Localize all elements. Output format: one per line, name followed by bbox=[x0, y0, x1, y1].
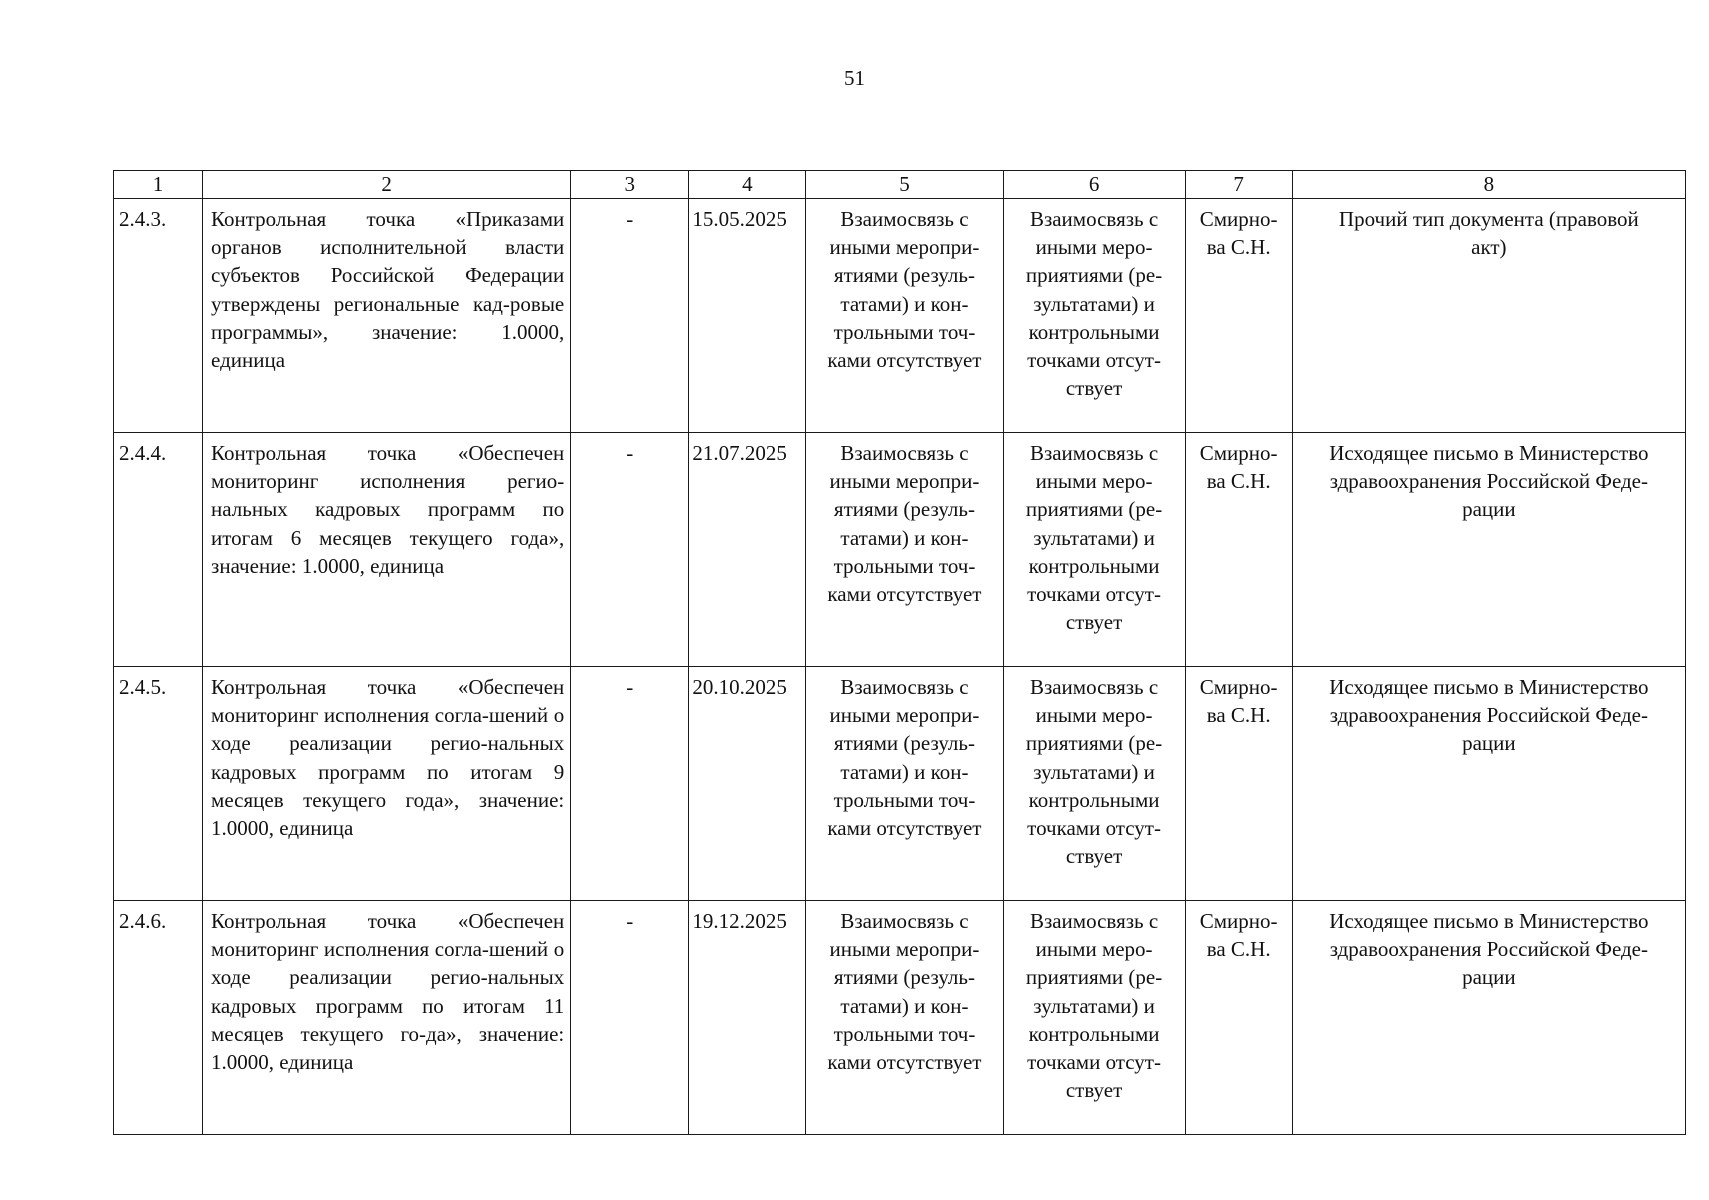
control-point-name-cell: Контрольная точка «Обеспечен мониторинг исполнения согла-шений о ходе реализации регио-нальных кадровых программ по итогам 11 месяцев текущего го-да», значение: 1.0000, единица bbox=[203, 901, 571, 1135]
date-cell: 20.10.2025 bbox=[689, 667, 806, 901]
row-number-cell: 2.4.3. bbox=[114, 199, 203, 433]
responsible-text: Смирно- ва С.Н. bbox=[1199, 675, 1278, 728]
responsible-cell bbox=[1185, 667, 1292, 901]
document-type-text: Исходящее письмо в Министерство здравоохранения Российской Феде- рации bbox=[1329, 909, 1649, 990]
responsible-cell bbox=[1185, 901, 1292, 1135]
relationship-text: Взаимосвязь с иными меропри- ятиями (резуль- татами) и кон- трольными точ- ками отсутствует bbox=[827, 441, 982, 607]
row-number-cell: 2.4.4. bbox=[114, 433, 203, 667]
date-cell: 19.12.2025 bbox=[689, 901, 806, 1135]
relationship-text: Взаимосвязь с иными меропри- ятиями (резуль- татами) и кон- трольными точ- ками отсутствует bbox=[827, 909, 982, 1075]
relationship-cell bbox=[1003, 667, 1185, 901]
column-header: 2 bbox=[203, 171, 571, 199]
relationship-text: Взаимосвязь с иными меро- приятиями (ре- зультатами) и контрольными точками отсут- ствует bbox=[1025, 909, 1163, 1103]
document-type-text: Прочий тип документа (правовой акт) bbox=[1338, 207, 1639, 260]
control-points-table bbox=[113, 170, 1686, 1135]
responsible-text: Смирно- ва С.Н. bbox=[1199, 207, 1278, 260]
document-type-text: Исходящее письмо в Министерство здравоохранения Российской Феде- рации bbox=[1329, 675, 1649, 756]
relationship-cell bbox=[1003, 901, 1185, 1135]
table-row bbox=[114, 667, 1686, 901]
responsible-cell bbox=[1185, 199, 1292, 433]
column-header: 8 bbox=[1292, 171, 1685, 199]
document-type-cell bbox=[1292, 667, 1685, 901]
page-number: 51 bbox=[844, 66, 865, 90]
relationship-cell bbox=[806, 433, 1003, 667]
column-header: 5 bbox=[806, 171, 1003, 199]
document-type-text: Исходящее письмо в Министерство здравоохранения Российской Феде- рации bbox=[1329, 441, 1649, 522]
column-3-cell: - bbox=[571, 433, 689, 667]
table-row bbox=[114, 199, 1686, 433]
column-header: 3 bbox=[571, 171, 689, 199]
column-header: 7 bbox=[1185, 171, 1292, 199]
relationship-cell bbox=[806, 901, 1003, 1135]
document-type-cell bbox=[1292, 901, 1685, 1135]
responsible-cell bbox=[1185, 433, 1292, 667]
relationship-text: Взаимосвязь с иными меро- приятиями (ре- зультатами) и контрольными точками отсут- ствует bbox=[1025, 207, 1163, 401]
responsible-text: Смирно- ва С.Н. bbox=[1199, 441, 1278, 494]
table-row bbox=[114, 901, 1686, 1135]
relationship-cell bbox=[806, 667, 1003, 901]
row-number-cell: 2.4.6. bbox=[114, 901, 203, 1135]
table-header-row bbox=[114, 171, 1686, 199]
date-cell: 21.07.2025 bbox=[689, 433, 806, 667]
column-3-cell: - bbox=[571, 901, 689, 1135]
column-header: 1 bbox=[114, 171, 203, 199]
control-point-name-cell: Контрольная точка «Обеспечен мониторинг исполнения регио-нальных кадровых программ по итогам 6 месяцев текущего года», значение: 1.0000, единица bbox=[203, 433, 571, 667]
column-3-cell: - bbox=[571, 199, 689, 433]
date-cell: 15.05.2025 bbox=[689, 199, 806, 433]
relationship-cell bbox=[1003, 199, 1185, 433]
document-type-cell bbox=[1292, 433, 1685, 667]
relationship-text: Взаимосвязь с иными меропри- ятиями (резуль- татами) и кон- трольными точ- ками отсутствует bbox=[827, 207, 982, 373]
relationship-cell bbox=[1003, 433, 1185, 667]
document-type-cell bbox=[1292, 199, 1685, 433]
responsible-text: Смирно- ва С.Н. bbox=[1199, 909, 1278, 962]
table-row bbox=[114, 433, 1686, 667]
row-number-cell: 2.4.5. bbox=[114, 667, 203, 901]
column-header: 4 bbox=[689, 171, 806, 199]
column-3-cell: - bbox=[571, 667, 689, 901]
control-point-name-cell: Контрольная точка «Приказами органов исполнительной власти субъектов Российской Федерации утверждены региональные кад-ровые программы», значение: 1.0000, единица bbox=[203, 199, 571, 433]
relationship-text: Взаимосвязь с иными меропри- ятиями (резуль- татами) и кон- трольными точ- ками отсутствует bbox=[827, 675, 982, 841]
control-point-name-cell: Контрольная точка «Обеспечен мониторинг исполнения согла-шений о ходе реализации регио-нальных кадровых программ по итогам 9 месяцев текущего года», значение: 1.0000, единица bbox=[203, 667, 571, 901]
relationship-text: Взаимосвязь с иными меро- приятиями (ре- зультатами) и контрольными точками отсут- ствует bbox=[1025, 441, 1163, 635]
relationship-text: Взаимосвязь с иными меро- приятиями (ре- зультатами) и контрольными точками отсут- ствует bbox=[1025, 675, 1163, 869]
column-header: 6 bbox=[1003, 171, 1185, 199]
relationship-cell bbox=[806, 199, 1003, 433]
